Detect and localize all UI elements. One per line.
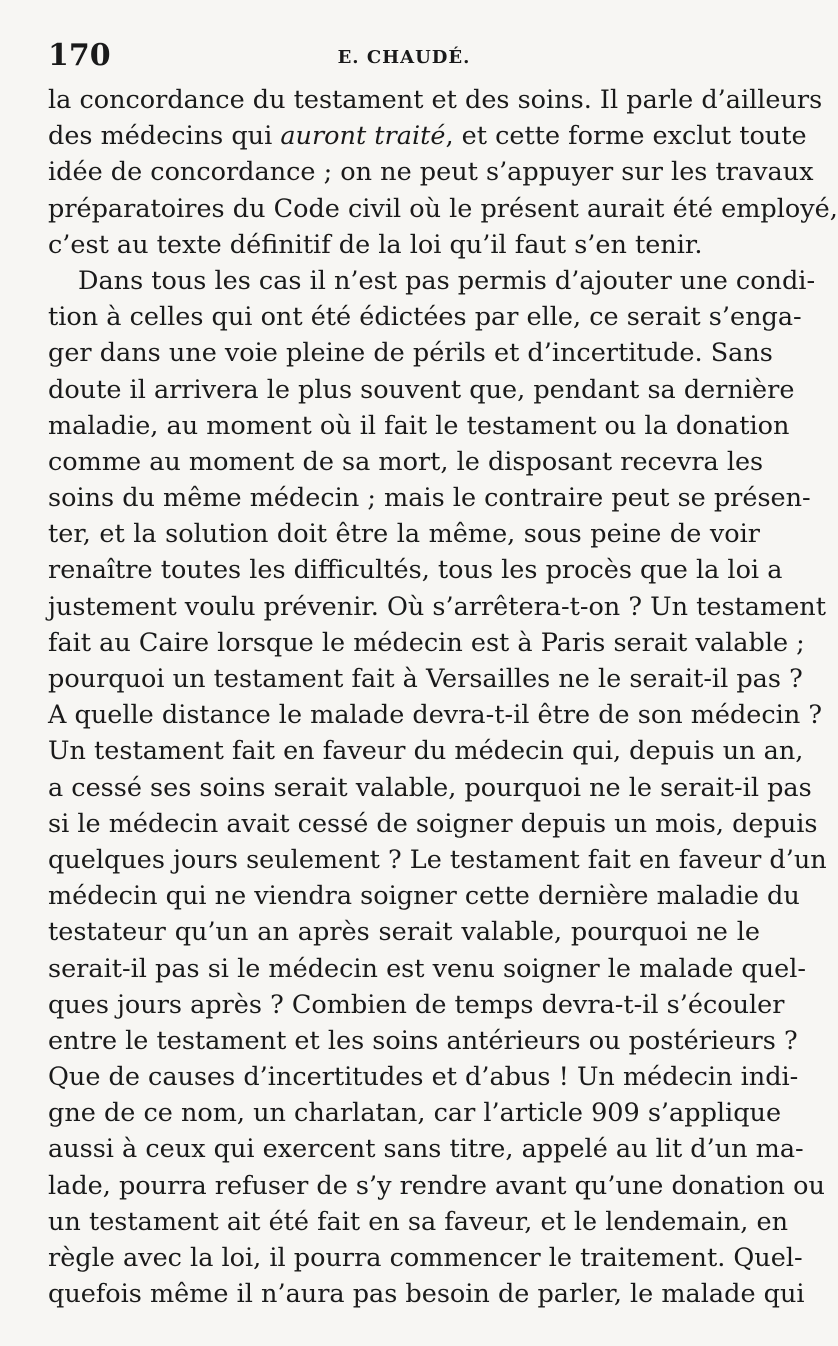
body-text — [48, 82, 838, 1312]
text-line — [48, 1059, 799, 1095]
line-text: médecin qui ne viendra soigner cette dernière maladie du — [48, 881, 800, 912]
line-text: comme au moment de sa mort, le disposant recevra les — [48, 446, 764, 477]
text-line — [48, 914, 760, 950]
text-line — [48, 625, 805, 661]
line-text: aussi à ceux qui exercent sans titre, appelé au lit d’un ma- — [48, 1134, 804, 1165]
text-line — [48, 1240, 803, 1276]
running-head: E. CHAUDÉ. — [337, 47, 471, 68]
page-header — [48, 38, 760, 74]
line-text: lade, pourra refuser de s’y rendre avant qu’une donation ou — [48, 1170, 825, 1201]
text-line — [48, 589, 826, 625]
line-text: renaître toutes les difficultés, tous les procès que la loi a — [48, 555, 783, 586]
line-text: préparatoires du Code civil où le présent aurait été employé, — [48, 193, 838, 224]
text-line — [48, 878, 800, 914]
line-text: soins du même médecin ; mais le contraire peut se présen- — [48, 483, 811, 514]
line-text: un testament ait été fait en sa faveur, et le lendemain, en — [48, 1206, 789, 1237]
line-text: entre le testament et les soins antérieurs ou postérieurs ? — [48, 1025, 798, 1056]
line-text: idée de concordance ; on ne peut s’appuyer sur les travaux — [48, 157, 814, 188]
text-line — [48, 987, 785, 1023]
text-line — [48, 842, 827, 878]
text-line — [48, 118, 807, 154]
text-line — [48, 1204, 789, 1240]
text-line — [48, 227, 760, 263]
line-text: Que de causes d’incertitudes et d’abus ! Un médecin indi- — [48, 1062, 799, 1093]
text-line — [48, 1023, 798, 1059]
text-line — [48, 82, 823, 118]
line-text: gne de ce nom, un charlatan, car l’article 909 s’applique — [48, 1098, 782, 1129]
line-text: des médecins qui — [48, 121, 281, 152]
line-text: quelques jours seulement ? Le testament fait en faveur d’un — [48, 844, 827, 875]
line-text: c’est au texte définitif de la loi qu’il faut s’en tenir. — [48, 229, 703, 260]
italic-text: auront traité — [280, 121, 446, 152]
line-text: tion à celles qui ont été édictées par elle, ce serait s’enga- — [48, 302, 802, 333]
text-line — [48, 1131, 804, 1167]
text-line — [48, 335, 773, 371]
line-text: a cessé ses soins serait valable, pourquoi ne le serait-il pas — [48, 772, 812, 803]
line-text: maladie, au moment où il fait le testament ou la donation — [48, 410, 790, 441]
line-text: la concordance du testament et des soins. Il parle d’ailleurs — [48, 85, 823, 115]
text-line — [48, 408, 790, 444]
text-line — [48, 263, 816, 299]
line-text: Dans tous les cas il n’est pas permis d’ajouter une condi- — [78, 265, 816, 296]
line-text: testateur qu’un an après serait valable, pourquoi ne le — [48, 917, 760, 948]
text-line — [48, 299, 802, 335]
text-line — [48, 444, 764, 480]
line-text: quefois même il n’aura pas besoin de parler, le malade qui — [48, 1279, 805, 1310]
text-line — [48, 1276, 805, 1312]
line-text: doute il arrivera le plus souvent que, pendant sa dernière — [48, 374, 795, 405]
text-line — [48, 1168, 825, 1204]
text-line — [48, 733, 804, 769]
text-line — [48, 661, 803, 697]
line-text: justement voulu prévenir. Où s’arrêtera-t-on ? Un testament — [48, 591, 826, 622]
line-text: fait au Caire lorsque le médecin est à Paris serait valable ; — [48, 627, 805, 658]
text-line — [48, 806, 818, 842]
text-line — [48, 191, 838, 227]
text-line — [48, 1095, 782, 1131]
line-text: règle avec la loi, il pourra commencer le traitement. Quel- — [48, 1243, 803, 1273]
page-number: 170 — [48, 38, 111, 73]
text-line — [48, 154, 814, 190]
line-text: pourquoi un testament fait à Versailles ne le serait-il pas ? — [48, 664, 803, 694]
line-text: Un testament fait en faveur du médecin qui, depuis un an, — [48, 736, 804, 767]
text-line — [48, 552, 783, 588]
line-text: si le médecin avait cessé de soigner depuis un mois, depuis — [48, 808, 818, 839]
line-text: ger dans une voie pleine de périls et d’incertitude. Sans — [48, 338, 773, 369]
text-line — [48, 951, 807, 987]
line-text: serait-il pas si le médecin est venu soigner le malade quel- — [48, 953, 807, 984]
line-text: A quelle distance le malade devra-t-il être de son médecin ? — [48, 700, 823, 731]
text-line — [48, 480, 811, 516]
line-text: ter, et la solution doit être la même, sous peine de voir — [48, 519, 760, 550]
text-line — [48, 770, 812, 806]
text-line — [48, 516, 760, 552]
text-line — [48, 372, 795, 408]
line-text: , et cette forme exclut toute — [445, 121, 807, 152]
text-line — [48, 697, 823, 733]
line-text: ques jours après ? Combien de temps devra-t-il s’écouler — [48, 989, 785, 1020]
